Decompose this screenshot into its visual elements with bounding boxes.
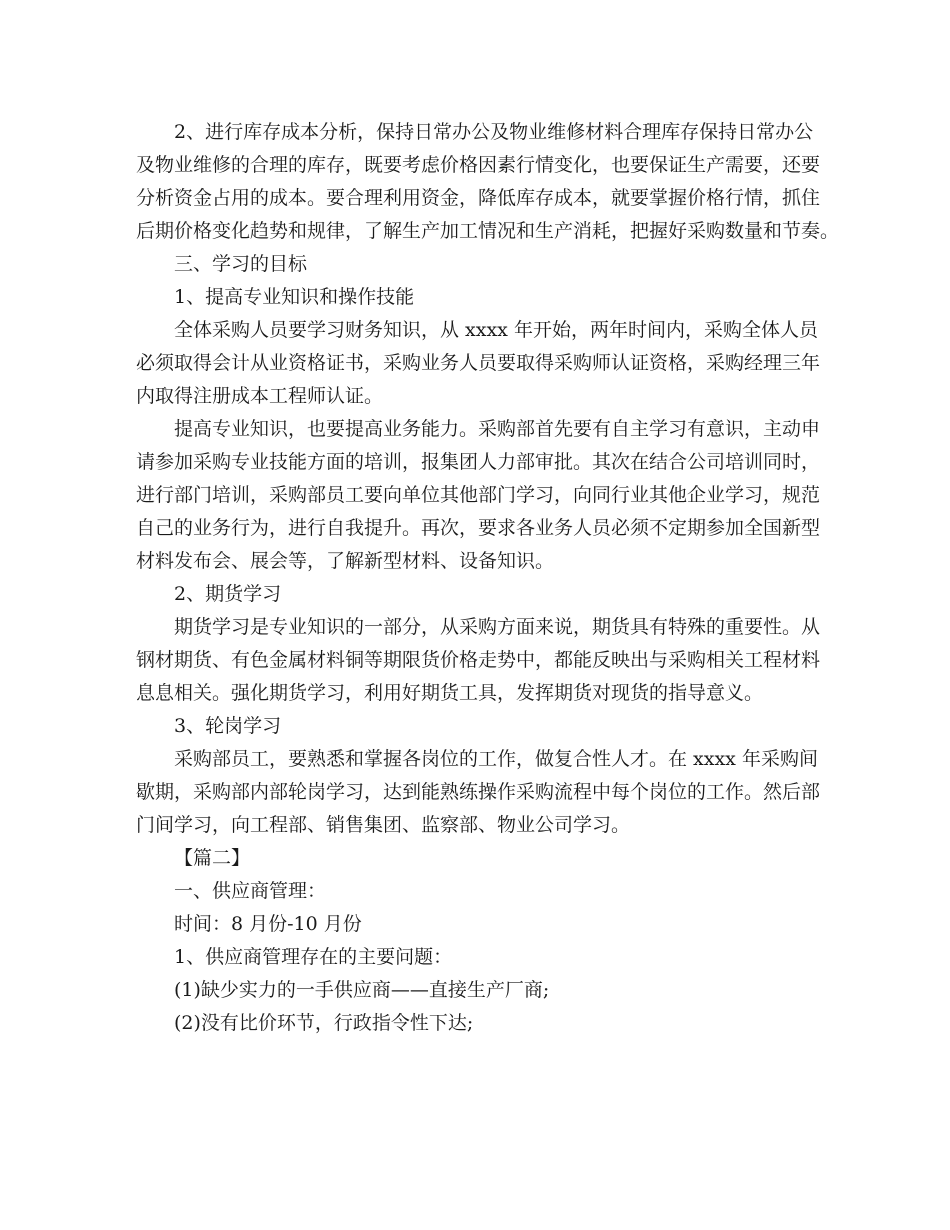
text-line: 提高专业知识，也要提高业务能力。采购部首先要有自主学习有意识，主动申 bbox=[174, 418, 821, 440]
text-line: 材料发布会、展会等，了解新型材料、设备知识。 bbox=[136, 550, 555, 572]
text-line: 分析资金占用的成本。要合理利用资金，降低库存成本，就要掌握价格行情，抓住 bbox=[136, 187, 821, 209]
text-line: 门间学习，向工程部、销售集团、监察部、物业公司学习。 bbox=[136, 814, 631, 836]
text-line: 歇期，采购部内部轮岗学习，达到能熟练操作采购流程中每个岗位的工作。然后部 bbox=[136, 781, 821, 803]
document-body bbox=[136, 116, 840, 1040]
text-line: 采购部员工，要熟悉和掌握各岗位的工作，做复合性人才。在 xxxx 年采购间 bbox=[174, 748, 818, 770]
text-line: 时间：8 月份-10 月份 bbox=[174, 913, 362, 935]
text-line: (2)没有比价环节，行政指令性下达; bbox=[174, 1012, 474, 1034]
text-line: 请参加采购专业技能方面的培训，报集团人力部审批。其次在结合公司培训同时， bbox=[136, 451, 821, 473]
text-line: 1、供应商管理存在的主要问题： bbox=[174, 946, 453, 968]
text-line: 三、学习的目标 bbox=[174, 253, 308, 275]
text-line: 内取得注册成本工程师认证。 bbox=[136, 385, 384, 407]
text-line: 进行部门培训，采购部员工要向单位其他部门学习，向同行业其他企业学习，规范 bbox=[136, 484, 821, 506]
text-line: 1、提高专业知识和操作技能 bbox=[174, 286, 415, 308]
text-line: 【篇二】 bbox=[174, 847, 251, 869]
text-line: 自己的业务行为，进行自我提升。再次，要求各业务人员必须不定期参加全国新型 bbox=[136, 517, 821, 539]
text-line: 3、轮岗学习 bbox=[174, 715, 282, 737]
text-line: 2、进行库存成本分析，保持日常办公及物业维修材料合理库存保持日常办公 bbox=[174, 121, 814, 143]
text-line: 息息相关。强化期货学习，利用好期货工具，发挥期货对现货的指导意义。 bbox=[136, 682, 764, 704]
text-line: 钢材期货、有色金属材料铜等期限货价格走势中，都能反映出与采购相关工程材料 bbox=[136, 649, 821, 671]
text-line: 2、期货学习 bbox=[174, 583, 282, 605]
text-line: 必须取得会计从业资格证书，采购业务人员要取得采购师认证资格，采购经理三年 bbox=[136, 352, 821, 374]
text-line: 全体采购人员要学习财务知识，从 xxxx 年开始，两年时间内，采购全体人员 bbox=[174, 319, 818, 341]
text-line: 一、供应商管理： bbox=[174, 880, 327, 902]
text-line: (1)缺少实力的一手供应商——直接生产厂商; bbox=[174, 979, 550, 1001]
text-line: 后期价格变化趋势和规律，了解生产加工情况和生产消耗，把握好采购数量和节奏。 bbox=[136, 220, 840, 242]
text-line: 及物业维修的合理的库存，既要考虑价格因素行情变化，也要保证生产需要，还要 bbox=[136, 154, 821, 176]
text-line: 期货学习是专业知识的一部分，从采购方面来说，期货具有特殊的重要性。从 bbox=[174, 616, 821, 638]
